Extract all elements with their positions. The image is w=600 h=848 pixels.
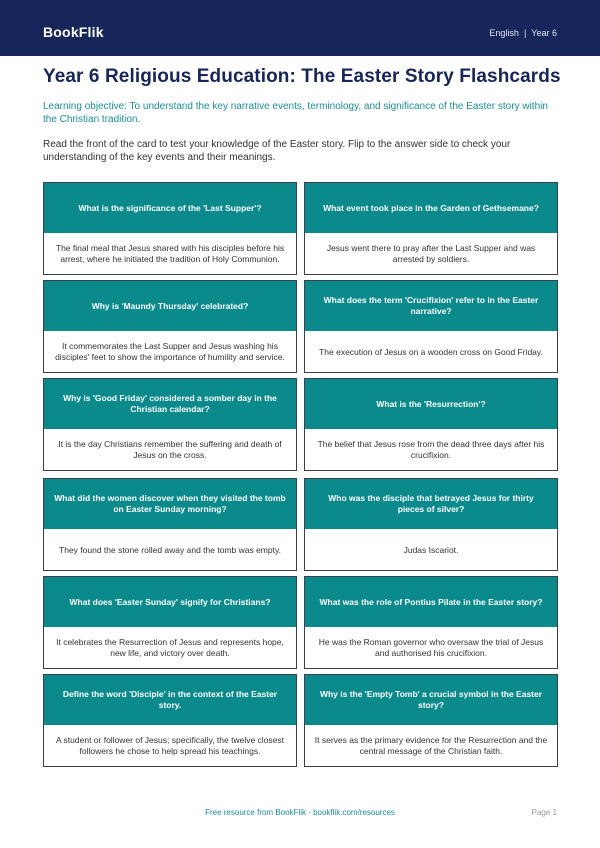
flashcard-answer: It is the day Christians remember the suffering and death of Jesus on the cross. — [58, 439, 282, 460]
flashcard-answer: The belief that Jesus rose from the dead three days after his crucifixion. — [317, 439, 545, 460]
flashcard-answer: Judas Iscariot. — [403, 544, 459, 555]
flashcard-answer: Jesus went there to pray after the Last Supper and was arrested by soldiers. — [326, 243, 536, 264]
flashcard[interactable] — [304, 576, 558, 669]
flashcard[interactable] — [304, 378, 558, 471]
flashcard[interactable] — [304, 280, 558, 373]
flashcard-answer: The execution of Jesus on a wooden cross on Good Friday. — [319, 346, 543, 357]
meta-separator: | — [523, 28, 527, 38]
flashcard-answer: It celebrates the Resurrection of Jesus and represents hope, new life, and victory over death. — [56, 637, 284, 658]
flashcard[interactable] — [43, 674, 297, 767]
flashcard-answer: It commemorates the Last Supper and Jesus washing his disciples' feet to show the importance of humility and service. — [55, 341, 285, 362]
flashcard-question: Why is 'Good Friday' considered a somber day in the Christian calendar? — [44, 379, 296, 429]
year-label: Year 6 — [531, 28, 557, 38]
flashcard[interactable] — [304, 674, 558, 767]
flashcard[interactable] — [43, 182, 297, 275]
flashcard-answer: It serves as the primary evidence for the Resurrection and the central message of the Christian faith. — [314, 735, 548, 756]
flashcard-question: What did the women discover when they visited the tomb on Easter Sunday morning? — [44, 479, 296, 529]
page-number: Page 1 — [531, 808, 557, 817]
flashcard[interactable] — [304, 478, 558, 571]
top-header-bar — [0, 0, 600, 56]
flashcard-question: Why is 'Maundy Thursday' celebrated? — [44, 281, 296, 331]
footer-credit[interactable]: Free resource from BookFlik · bookflik.com/resources — [205, 808, 395, 817]
header-meta — [489, 28, 557, 38]
flashcard-question: Who was the disciple that betrayed Jesus for thirty pieces of silver? — [305, 479, 557, 529]
intro-paragraph: Read the front of the card to test your knowledge of the Easter story. Flip to the answer side to check your understanding of the key events and their meanings. — [43, 139, 511, 163]
flashcard[interactable] — [43, 280, 297, 373]
flashcard-question: What does 'Easter Sunday' signify for Christians? — [44, 577, 296, 627]
brand-logo-text[interactable]: BookFlik — [43, 24, 104, 40]
flashcard-answer: He was the Roman governor who oversaw the trial of Jesus and authorised his crucifixion. — [318, 637, 544, 658]
flashcard[interactable] — [43, 576, 297, 669]
flashcard[interactable] — [43, 478, 297, 571]
flashcard-question: What event took place in the Garden of Gethsemane? — [305, 183, 557, 233]
flashcard-question: Define the word 'Disciple' in the context of the Easter story. — [44, 675, 296, 725]
flashcard-answer: They found the stone rolled away and the tomb was empty. — [59, 544, 281, 555]
flashcard-question: What does the term 'Crucifixion' refer to in the Easter narrative? — [305, 281, 557, 331]
flashcard-answer: The final meal that Jesus shared with his disciples before his arrest, where he initiated the tradition of Holy Communion. — [55, 243, 285, 264]
subject-label: English — [489, 28, 519, 38]
flashcard-answer: A student or follower of Jesus; specifically, the twelve closest followers he chose to help spread his teachings. — [55, 735, 285, 756]
flashcard[interactable] — [304, 182, 558, 275]
flashcard-question: What was the role of Pontius Pilate in the Easter story? — [305, 577, 557, 627]
flashcard-question: Why is the 'Empty Tomb' a crucial symbol in the Easter story? — [305, 675, 557, 725]
flashcard-question: What is the 'Resurrection'? — [305, 379, 557, 429]
flashcard[interactable] — [43, 378, 297, 471]
page-title: Year 6 Religious Education: The Easter Story Flashcards — [43, 66, 561, 87]
flashcard-question: What is the significance of the 'Last Supper'? — [44, 183, 296, 233]
learning-objective: Learning objective: To understand the key narrative events, terminology, and significance of the Easter story within the Christian tradition. — [43, 101, 548, 125]
